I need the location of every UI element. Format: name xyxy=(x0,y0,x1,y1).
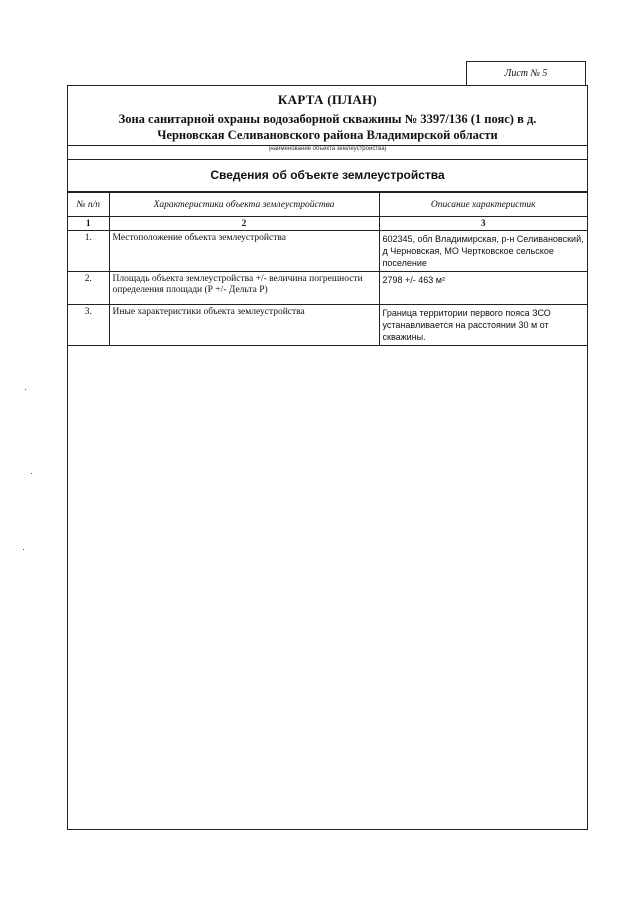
header-number: № п/п xyxy=(68,193,109,217)
scan-speck: · xyxy=(24,384,27,394)
column-number: 3 xyxy=(379,217,587,231)
row-description: 2798 +/- 463 м² xyxy=(379,272,587,305)
header-characteristic: Характеристики объекта землеустройства xyxy=(109,193,379,217)
document-title: КАРТА (ПЛАН) xyxy=(277,92,378,107)
table-row xyxy=(68,231,587,272)
scan-speck: · xyxy=(22,544,25,554)
row-characteristic: Площадь объекта землеустройства +/- величина погрешности определения площади (Р +/- Дельта Р) xyxy=(109,272,379,305)
section-title: Сведения об объекте землеустройства xyxy=(68,159,587,192)
sheet-number-label: Лист № 5 xyxy=(466,61,586,85)
row-description: Граница территории первого пояса ЗСО устанавливается на расстоянии 30 м от скважины. xyxy=(379,305,587,346)
column-number-row xyxy=(68,217,587,231)
row-number: 3. xyxy=(68,305,109,346)
column-number: 1 xyxy=(68,217,109,231)
row-number: 1. xyxy=(68,231,109,272)
subtitle-line-2: Черновская Селивановского района Владимирской области xyxy=(157,128,498,142)
row-number: 2. xyxy=(68,272,109,305)
header-description: Описание характеристик xyxy=(379,193,587,217)
table-header-row xyxy=(68,193,587,217)
row-characteristic: Местоположение объекта землеустройства xyxy=(109,231,379,272)
scan-speck: · xyxy=(30,468,33,478)
table-row xyxy=(68,305,587,346)
document-subtitle xyxy=(68,111,587,143)
row-characteristic: Иные характеристики объекта землеустройства xyxy=(109,305,379,346)
column-number: 2 xyxy=(109,217,379,231)
characteristics-table xyxy=(68,192,587,346)
object-name-caption: (наименование объекта землеустройства) xyxy=(268,146,387,152)
table-row xyxy=(68,272,587,305)
document-frame xyxy=(67,85,588,830)
row-description: 602345, обл Владимирская, р-н Селивановский, д Черновская, МО Чертковское сельское поселение xyxy=(379,231,587,272)
subtitle-line-1: Зона санитарной охраны водозаборной скважины № 3397/136 (1 пояс) в д. xyxy=(118,112,537,126)
